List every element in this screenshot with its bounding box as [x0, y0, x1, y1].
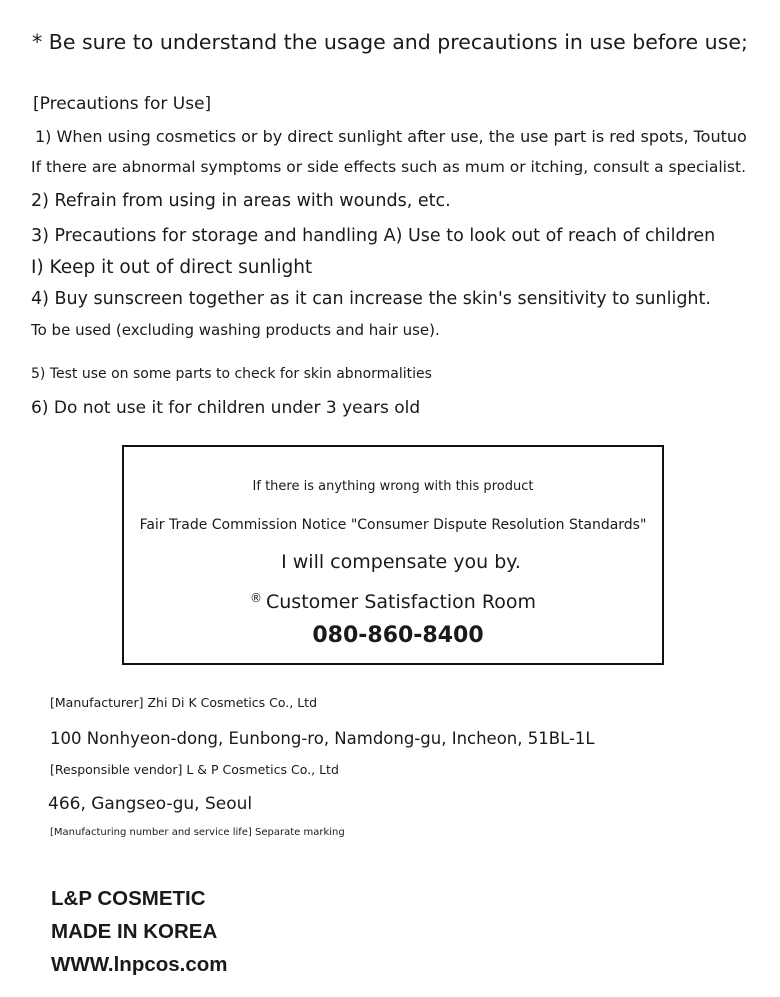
brand-name: L&P COSMETIC: [51, 887, 206, 910]
manufacturer-address: 100 Nonhyeon-dong, Eunbong-ro, Namdong-gu, Incheon, 51BL-1L: [50, 729, 595, 748]
customer-satisfaction-room: [124, 592, 662, 612]
vendor-address: 466, Gangseo-gu, Seoul: [48, 794, 253, 814]
manufacturer-label: [Manufacturer] Zhi Di K Cosmetics Co., Ltd: [50, 695, 318, 710]
consumer-notice-box: [122, 445, 664, 665]
customer-satisfaction-label: Customer Satisfaction Room: [266, 591, 536, 613]
precaution-line-4-cont: To be used (excluding washing products and hair use).: [31, 321, 440, 339]
brand-website: WWW.lnpcos.com: [51, 953, 228, 976]
precaution-line-2: 2) Refrain from using in areas with wounds, etc.: [31, 191, 451, 211]
precautions-title: [Precautions for Use]: [33, 94, 212, 114]
precaution-line-3: 3) Precautions for storage and handling A) Use to look out of reach of children: [31, 226, 716, 246]
notice-box-line-3: I will compensate you by.: [281, 551, 521, 573]
registered-mark-icon: ®: [250, 591, 262, 605]
precaution-line-6: 6) Do not use it for children under 3 years old: [31, 398, 421, 418]
notice-box-line-2: Fair Trade Commission Notice "Consumer Dispute Resolution Standards": [139, 517, 647, 533]
precaution-line-1: 1) When using cosmetics or by direct sunlight after use, the use part is red spots, Toutuo: [35, 127, 747, 146]
customer-phone-number: 080-860-8400: [312, 623, 484, 648]
notice-box-line-1: If there is anything wrong with this product: [252, 479, 534, 494]
precaution-line-1-cont: If there are abnormal symptoms or side effects such as mum or itching, consult a specialist.: [31, 158, 747, 176]
country-of-origin: MADE IN KOREA: [51, 920, 218, 943]
usage-notice-heading: * Be sure to understand the usage and precautions in use before use;: [32, 30, 748, 54]
vendor-label: [Responsible vendor] L & P Cosmetics Co., Ltd: [50, 762, 339, 777]
precaution-line-4: 4) Buy sunscreen together as it can increase the skin's sensitivity to sunlight.: [31, 289, 711, 309]
manufacturing-number-note: [Manufacturing number and service life] Separate marking: [50, 827, 345, 838]
precaution-line-5: 5) Test use on some parts to check for skin abnormalities: [31, 366, 432, 382]
precaution-line-3-item-i: I) Keep it out of direct sunlight: [31, 257, 313, 278]
